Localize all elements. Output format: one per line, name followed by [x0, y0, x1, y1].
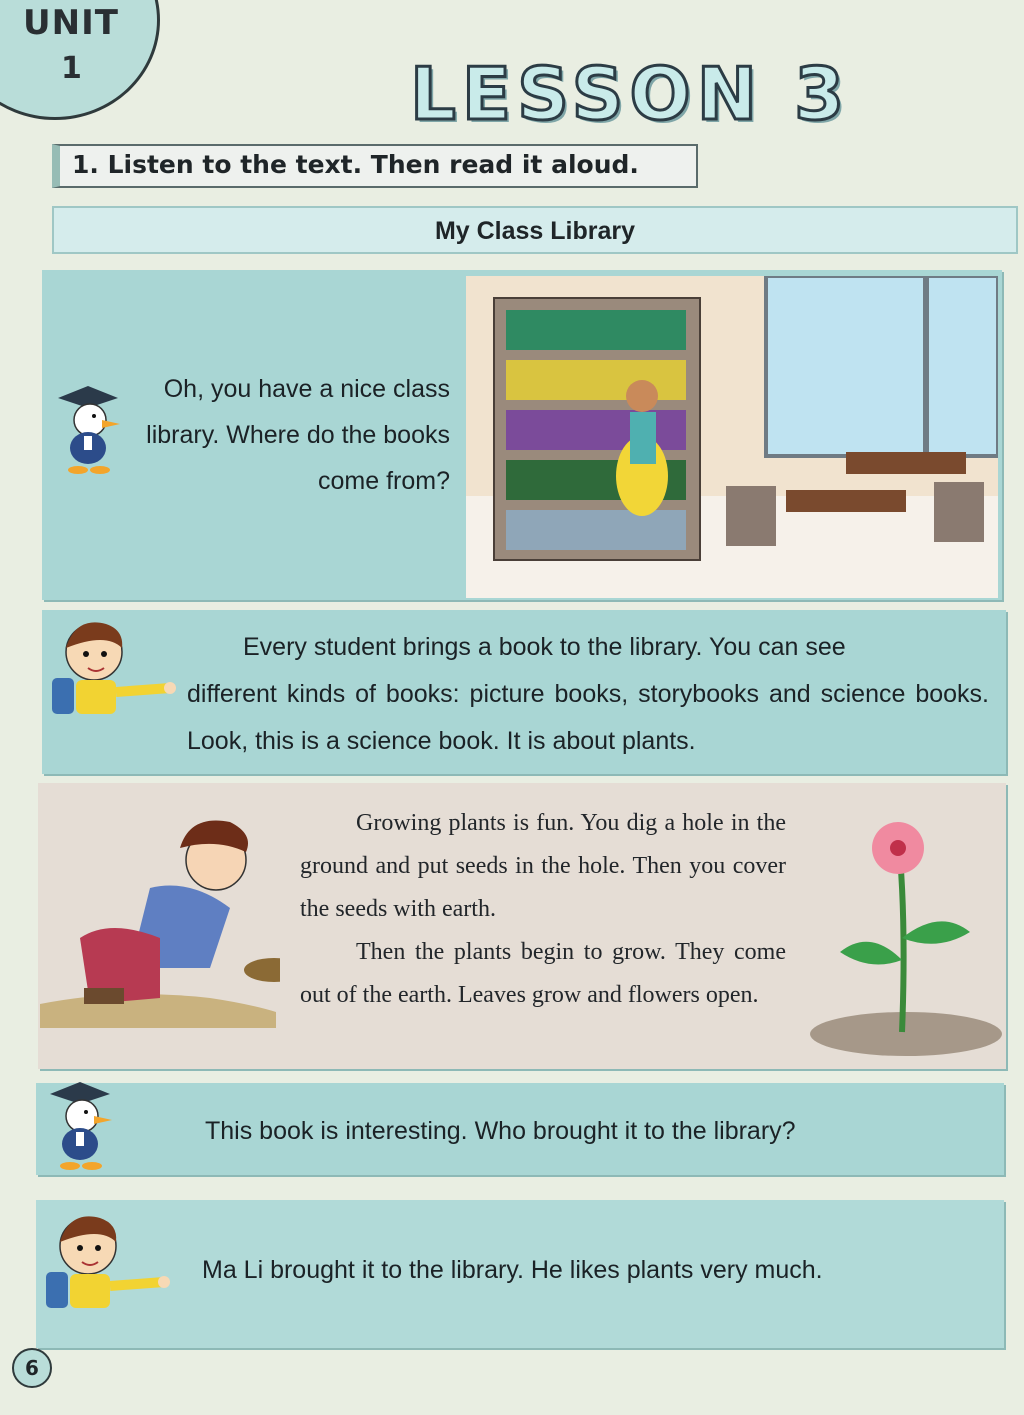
boy-answer-line1: Every student brings a book to the library. You can see	[243, 633, 846, 661]
boy-pointing-icon	[46, 614, 176, 722]
boy-answer-text	[187, 624, 989, 765]
duck-question-text: Oh, you have a nice class library. Where do the books come from?	[146, 375, 450, 495]
boy-answer-rest: different kinds of books: picture books, storybooks and science books. Look, this is a science book. It is about plants.	[187, 680, 989, 755]
book-text	[300, 802, 786, 1017]
book-paragraph-2: Then the plants begin to grow. They come out of the earth. Leaves grow and flowers open.	[300, 939, 786, 1008]
book-paragraph-1: Growing plants is fun. You dig a hole in the ground and put seeds in the hole. Then you cover the seeds with earth.	[300, 810, 786, 922]
duck-question2-text: This book is interesting. Who brought it to the library?	[205, 1117, 796, 1145]
boy-pointing-icon	[40, 1208, 170, 1316]
unit-label: UNIT	[23, 3, 119, 43]
page-number: 6	[12, 1348, 52, 1388]
duck-graduate-icon	[48, 380, 128, 476]
duck-graduate-icon	[40, 1076, 120, 1172]
classroom-illustration	[466, 276, 998, 598]
unit-number: 1	[61, 51, 82, 86]
unit-badge	[0, 0, 160, 120]
instruction-banner: 1. Listen to the text. Then read it aloud.	[52, 144, 698, 188]
girl-planting-icon	[40, 808, 280, 1028]
bookshelf-icon	[494, 298, 700, 560]
story-title: My Class Library	[52, 206, 1018, 254]
flower-icon	[810, 812, 1006, 1058]
lesson-title: LESSON 3	[410, 52, 851, 136]
boy-answer2-text: Ma Li brought it to the library. He likes plants very much.	[202, 1256, 823, 1284]
